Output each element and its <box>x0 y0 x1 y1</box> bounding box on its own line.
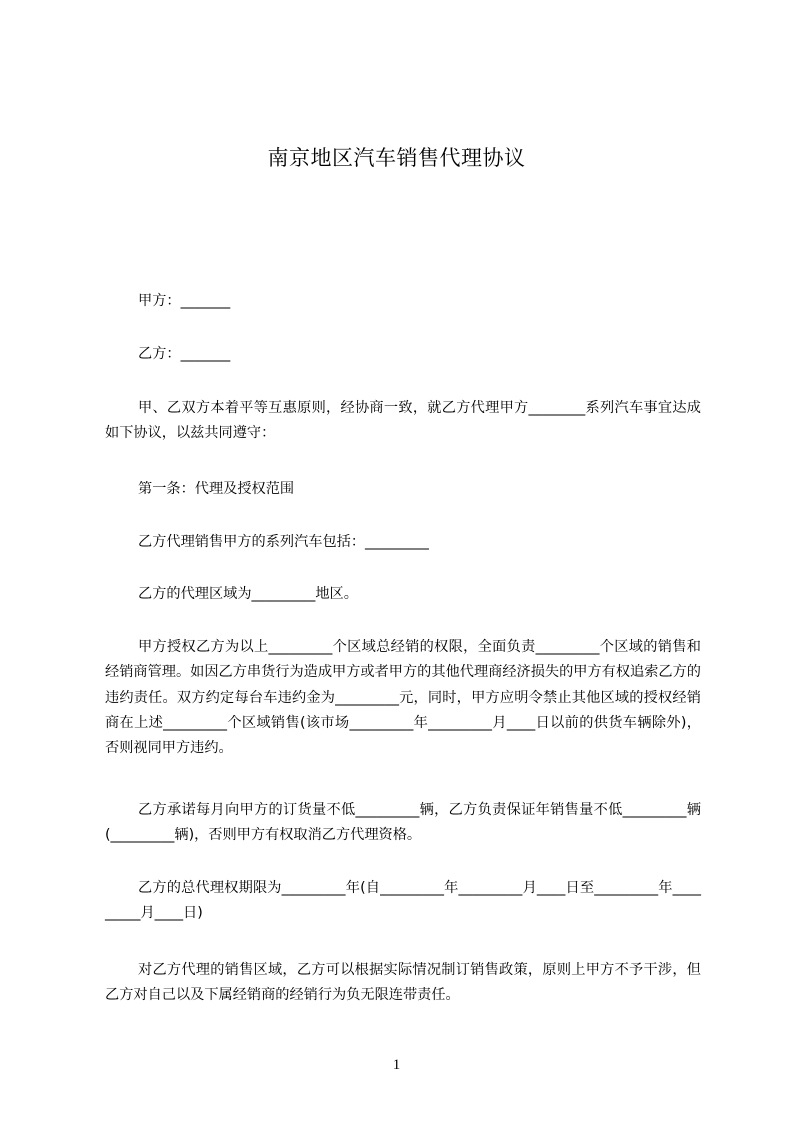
region-line: 乙方的代理区域为_________地区。 <box>138 586 358 602</box>
term-paragraph: 乙方的总代理权期限为_________年(自_________年_________月____日至_________年_________月____日) <box>105 880 701 922</box>
page-number: 1 <box>392 1057 401 1073</box>
party-a-line: 甲方：_______ <box>138 293 231 309</box>
party-b-line: 乙方：_______ <box>138 346 231 362</box>
vehicles-line: 乙方代理销售甲方的系列汽车包括：_________ <box>138 534 429 550</box>
authorization-paragraph: 甲方授权乙方为以上_________个区域总经销的权限，全面负责_________个区域的销售和经销商管理。如因乙方串货行为造成甲方或者甲方的其他代理商经济损失的甲方有权追索乙方的违约责任。双方约定每台车违约金为_________元，同时，甲方应明令禁止其他区域的授权经销商在上述_________个区域销售(该市场_________年_________月____日以前的供货车辆除外)，否则视同甲方违约。 <box>105 639 701 757</box>
article-1-heading: 第一条：代理及授权范围 <box>138 481 295 497</box>
intro-paragraph: 甲、乙双方本着平等互惠原则，经协商一致，就乙方代理甲方________系列汽车事宜达成如下协议，以兹共同遵守： <box>105 400 701 442</box>
document-title: 南京地区汽车销售代理协议 <box>267 146 526 170</box>
policy-paragraph: 对乙方代理的销售区域，乙方可以根据实际情况制订销售政策，原则上甲方不予干涉，但乙方对自己以及下属经销商的经销行为负无限连带责任。 <box>105 962 701 1004</box>
volume-paragraph: 乙方承诺每月向甲方的订货量不低_________辆，乙方负责保证年销售量不低_________辆(_________辆)，否则甲方有权取消乙方代理资格。 <box>105 802 701 844</box>
